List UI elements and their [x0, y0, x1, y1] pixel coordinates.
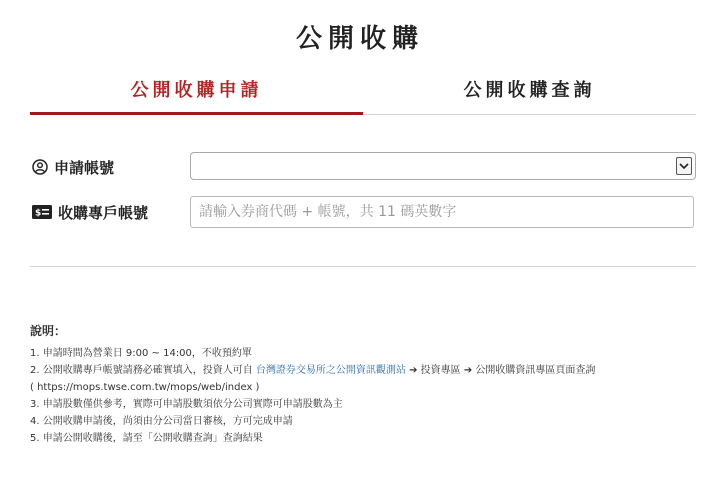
page-title: 公開收購 — [295, 24, 424, 54]
card-icon — [32, 205, 52, 219]
tab-query[interactable]: 公開收購查詢 — [463, 80, 596, 101]
note-item-2-suffix: ➔ 投資專區 ➔ 公開收購資訊專區頁面查詢 — [409, 365, 596, 376]
svg-text:$: $ — [35, 208, 42, 219]
special-account-label-group — [32, 196, 148, 228]
note-item-2-url: ( https://mops.twse.com.tw/mops/web/index ) — [30, 382, 260, 393]
note-item-3: 3. 申請股數僅供參考，實際可申請股數須依分公司實際可申請股數為主 — [30, 399, 343, 410]
account-select[interactable] — [190, 152, 696, 180]
account-row — [30, 152, 696, 182]
notes-title: 說明： — [30, 324, 67, 338]
note-item-2 — [30, 362, 710, 379]
special-account-row — [30, 196, 696, 228]
special-account-input[interactable] — [190, 196, 694, 228]
special-account-label: 收購專戶帳號 — [58, 203, 149, 222]
note-item-5: 5. 申請公開收購後，請至「公開收購查詢」查詢結果 — [30, 433, 263, 444]
mops-link[interactable]: 台灣證券交易所之公開資訊觀測站 — [255, 365, 406, 376]
account-label-group — [32, 152, 114, 182]
account-label: 申請帳號 — [54, 158, 115, 177]
tab-apply[interactable]: 公開收購申請 — [30, 74, 363, 115]
notes-section — [30, 322, 710, 447]
tab-bar — [30, 74, 696, 115]
note-item-4: 4. 公開收購申請後，尚須由分公司當日審核，方可完成申請 — [30, 416, 293, 427]
divider — [30, 266, 696, 267]
user-circle-icon — [32, 159, 48, 175]
chevron-down-icon[interactable] — [676, 157, 692, 175]
note-item-2-prefix: 2. 公開收購專戶帳號請務必確實填入，投資人可自 — [30, 365, 253, 376]
note-item-1: 1. 申請時間為營業日 9:00 ~ 14:00，不收預約單 — [30, 348, 252, 359]
